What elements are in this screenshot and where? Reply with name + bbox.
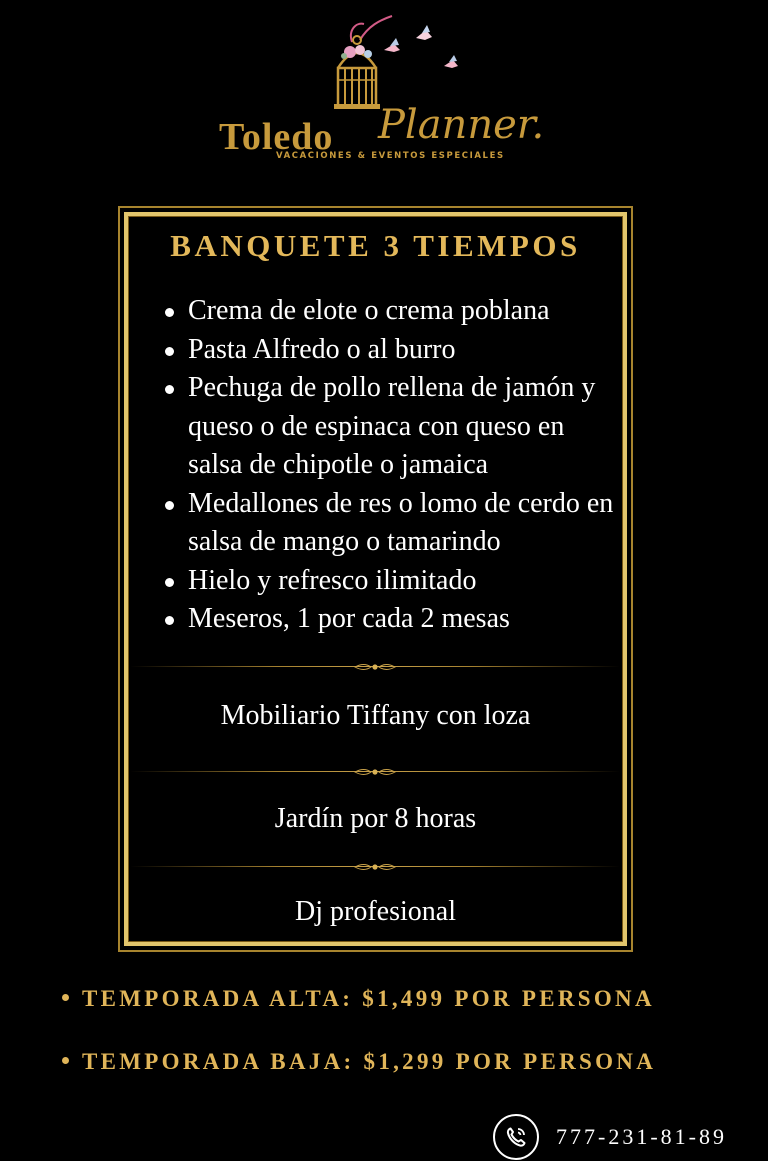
ornament-icon	[353, 662, 397, 672]
menu-item: Hielo y refresco ilimitado	[160, 562, 620, 601]
price-low-season-text: TEMPORADA BAJA: $1,299 POR PERSONA	[82, 1049, 657, 1074]
feature-dj: Dj profesional	[295, 896, 456, 927]
menu-item: Medallones de res o lomo de cerdo en salsa de mango o tamarindo	[160, 485, 620, 562]
phone-number[interactable]: 777-231-81-89	[556, 1124, 727, 1149]
price-high-season	[62, 986, 655, 1012]
menu-item: Meseros, 1 por cada 2 mesas	[160, 600, 620, 639]
ornament-icon	[353, 767, 397, 777]
bullet-dot	[62, 1057, 69, 1064]
ornamental-divider	[130, 767, 620, 777]
brand-name-toledo: Toledo	[219, 116, 334, 158]
brand-logo	[0, 10, 768, 180]
price-high-season-text: TEMPORADA ALTA: $1,499 POR PERSONA	[82, 986, 655, 1011]
brand-name-planner: Planner.	[378, 102, 545, 148]
feature-furniture: Mobiliario Tiffany con loza	[220, 700, 531, 731]
bullet-dot	[62, 994, 69, 1001]
menu-list	[160, 292, 620, 639]
menu-item: Pechuga de pollo rellena de jamón y queso o de espinaca con queso en salsa de chipotle o jamaica	[160, 369, 620, 485]
brand-tagline: VACACIONES & EVENTOS ESPECIALES	[276, 151, 505, 161]
phone-handset-icon	[504, 1125, 528, 1149]
price-low-season	[62, 1049, 656, 1075]
ornamental-divider	[130, 862, 620, 872]
menu-item: Pasta Alfredo o al burro	[160, 331, 620, 370]
ornament-icon	[353, 862, 397, 872]
ornamental-divider	[130, 662, 620, 672]
phone-icon[interactable]	[493, 1114, 539, 1160]
menu-item: Crema de elote o crema poblana	[160, 292, 620, 331]
feature-garden: Jardín por 8 horas	[274, 803, 477, 834]
menu-title: BANQUETE 3 TIEMPOS	[170, 228, 581, 263]
